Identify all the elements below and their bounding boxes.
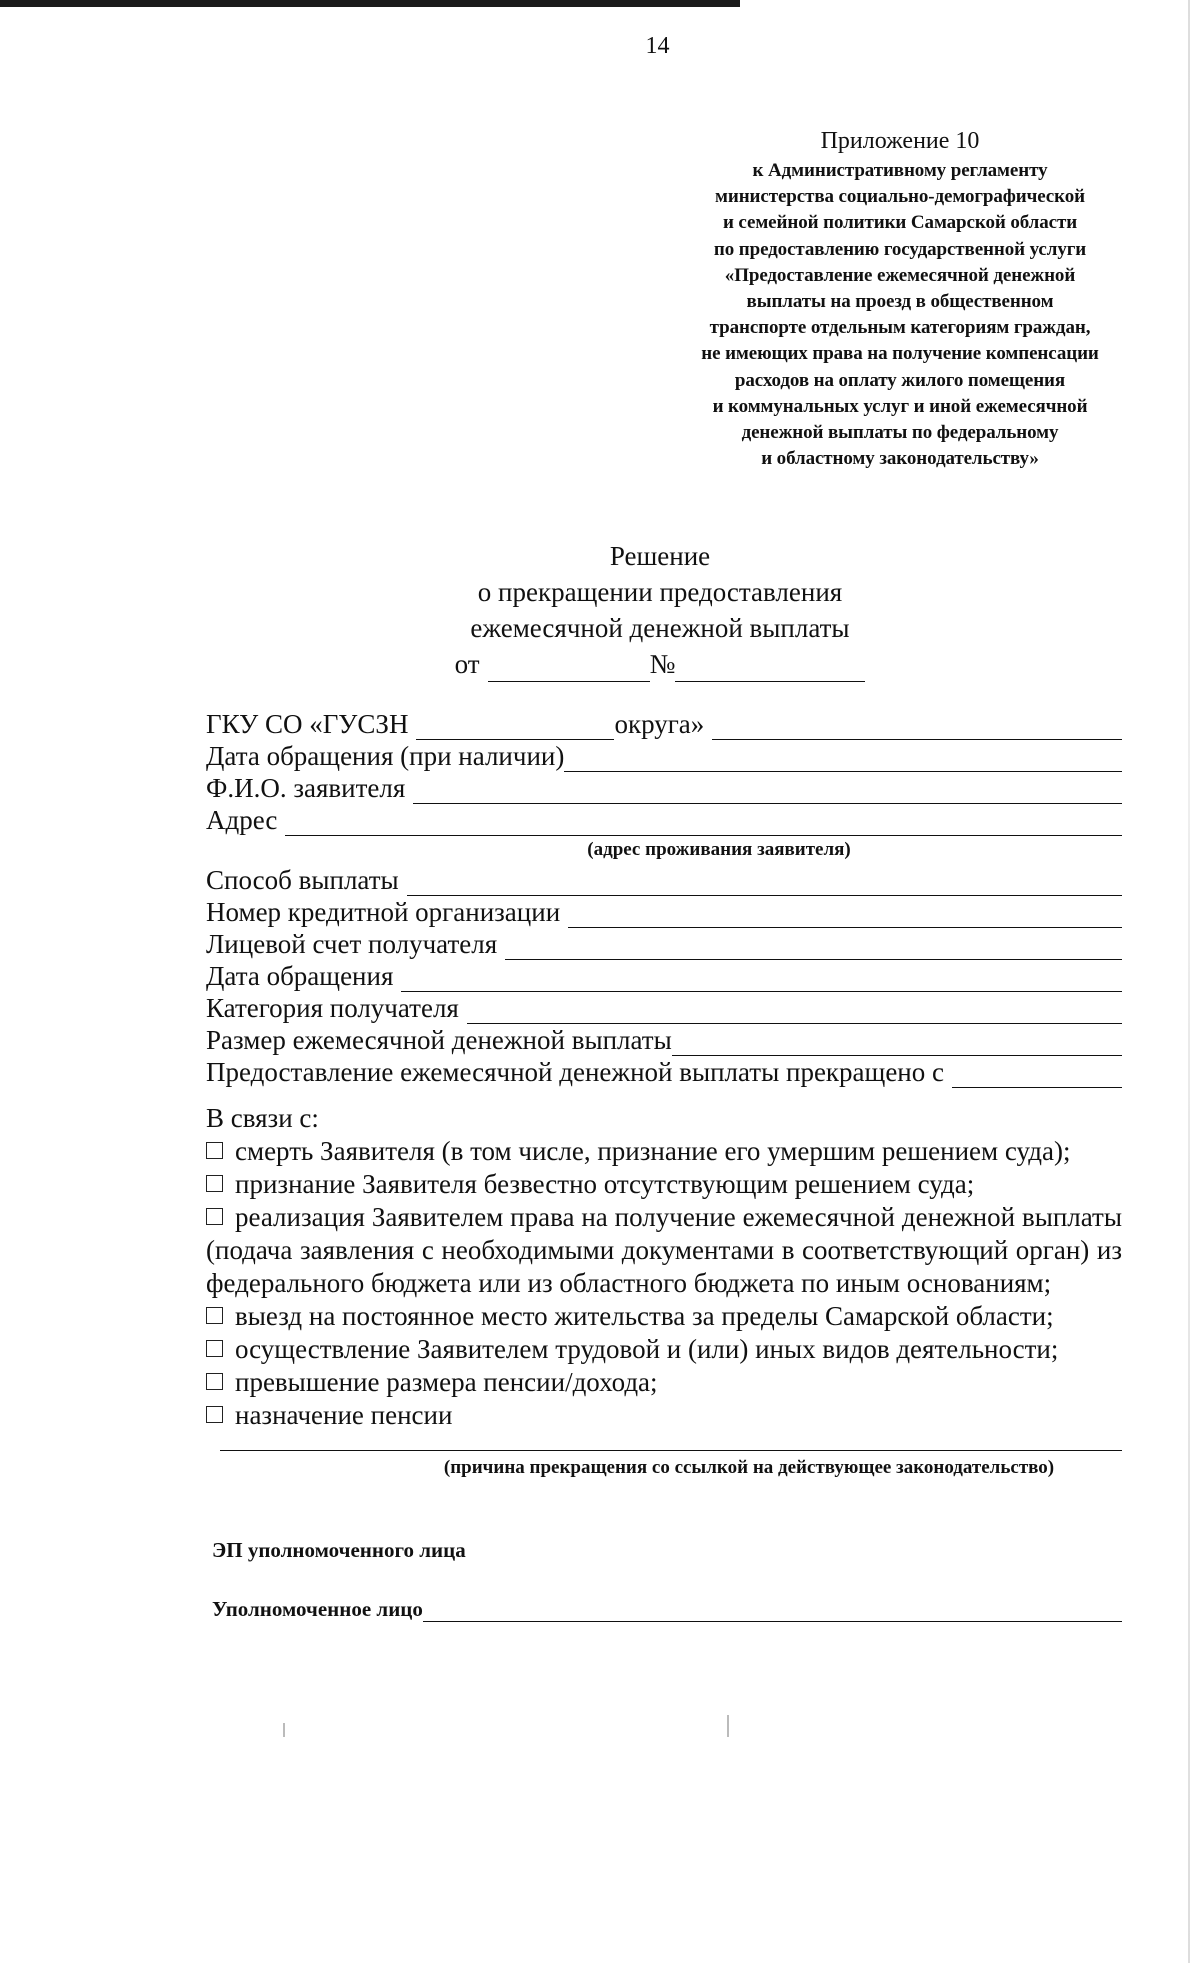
personal-account-field[interactable] xyxy=(505,935,1122,960)
request-date-field[interactable] xyxy=(401,967,1122,992)
decision-form xyxy=(206,708,1122,1088)
from-label: от xyxy=(454,649,480,679)
request-date-label: Дата обращения xyxy=(206,961,394,991)
credit-org-label: Номер кредитной организации xyxy=(206,897,561,927)
reason-text: назначение пенсии xyxy=(235,1400,453,1430)
appendix-line: министерства социально-демографической xyxy=(715,186,1085,208)
form-row-payment-amount xyxy=(206,1024,1122,1056)
appendix-line: «Предоставление ежемесячной денежной xyxy=(724,264,1076,286)
appendix-line: расходов на оплату жилого помещения xyxy=(734,369,1066,391)
address-field[interactable] xyxy=(285,811,1122,836)
payment-method-label: Способ выплаты xyxy=(206,865,399,895)
payment-amount-field[interactable] xyxy=(672,1031,1122,1056)
form-row-address xyxy=(206,804,1122,836)
termination-reason-caption: (причина прекращения со ссылкой на действующее законодательство) xyxy=(443,1457,1055,1478)
reason-checkbox[interactable] xyxy=(206,1208,223,1225)
decision-subtitle: о прекращении предоставления xyxy=(477,577,843,607)
office-suffix-label: округа» xyxy=(614,709,705,739)
form-row-applicant-name xyxy=(206,772,1122,804)
appendix-header xyxy=(640,128,1160,472)
office-extra-field[interactable] xyxy=(712,715,1122,740)
signature-block xyxy=(212,1538,1122,1622)
authorized-person-row xyxy=(212,1597,1122,1622)
appendix-line: транспорте отдельным категориям граждан, xyxy=(709,317,1091,339)
appendix-line: по предоставлению государственной услуги xyxy=(713,238,1087,260)
applicant-name-label: Ф.И.О. заявителя xyxy=(206,773,406,803)
form-row-request-date xyxy=(206,960,1122,992)
reason-text: осуществление Заявителем трудовой и (или) иных видов деятельности; xyxy=(235,1334,1059,1364)
decision-date-number-line xyxy=(400,646,920,682)
reason-text: признание Заявителя безвестно отсутствующим решением суда; xyxy=(235,1169,975,1199)
form-row-terminated-from xyxy=(206,1056,1122,1088)
reason-text: выезд на постоянное место жительства за пределы Самарской области; xyxy=(235,1301,1054,1331)
reasons-intro: В связи с: xyxy=(206,1103,319,1133)
decision-number-field[interactable] xyxy=(675,655,865,682)
appendix-line: и коммунальных услуг и иной ежемесячной xyxy=(712,395,1088,417)
reason-item xyxy=(206,1399,1122,1432)
office-district-field[interactable] xyxy=(416,715,614,740)
reasons-section xyxy=(206,1102,1122,1479)
decision-title: Решение xyxy=(609,541,711,571)
office-prefix-label: ГКУ СО «ГУСЗН xyxy=(206,709,409,739)
reason-checkbox[interactable] xyxy=(206,1175,223,1192)
reason-text: превышение размера пенсии/дохода; xyxy=(235,1367,658,1397)
form-row-payment-method xyxy=(206,864,1122,896)
form-row-personal-account xyxy=(206,928,1122,960)
request-date-optional-field[interactable] xyxy=(564,747,1122,772)
appendix-line: денежной выплаты по федеральному xyxy=(741,422,1059,444)
appendix-line: выплаты на проезд в общественном xyxy=(746,291,1054,313)
appendix-line: к Административному регламенту xyxy=(752,160,1048,181)
personal-account-label: Лицевой счет получателя xyxy=(206,929,498,959)
form-row-office xyxy=(206,708,1122,740)
payment-amount-label: Размер ежемесячной денежной выплаты xyxy=(206,1025,672,1055)
request-date-optional-label: Дата обращения (при наличии) xyxy=(206,741,565,771)
decision-subtitle: ежемесячной денежной выплаты xyxy=(470,613,850,643)
reason-text: реализация Заявителем права на получение ежемесячной денежной выплаты (подача заявления с необходимыми документами в соответствующий орган) из федерального бюджета или из областного бюджета по иным основаниям; xyxy=(206,1202,1122,1298)
decision-title-block xyxy=(400,538,920,682)
authorized-person-label: Уполномоченное лицо xyxy=(212,1597,423,1621)
form-row-recipient-category xyxy=(206,992,1122,1024)
form-row-credit-org xyxy=(206,896,1122,928)
reason-item xyxy=(206,1366,1122,1399)
reason-item xyxy=(206,1333,1122,1366)
number-label: № xyxy=(649,649,676,679)
address-label: Адрес xyxy=(206,805,278,835)
scan-edge xyxy=(1188,0,1190,1963)
reason-checkbox[interactable] xyxy=(206,1307,223,1324)
recipient-category-field[interactable] xyxy=(467,999,1122,1024)
reason-item xyxy=(206,1201,1122,1300)
reason-checkbox[interactable] xyxy=(206,1142,223,1159)
reason-item xyxy=(206,1168,1122,1201)
decision-date-field[interactable] xyxy=(488,655,650,682)
form-row-request-date-optional xyxy=(206,740,1122,772)
authorized-person-field[interactable] xyxy=(423,1601,1122,1622)
recipient-category-label: Категория получателя xyxy=(206,993,459,1023)
appendix-line: не имеющих права на получение компенсации xyxy=(701,343,1099,365)
reason-item xyxy=(206,1300,1122,1333)
scan-artifact xyxy=(283,1723,285,1737)
appendix-line: и областному законодательству» xyxy=(761,448,1039,470)
reason-checkbox[interactable] xyxy=(206,1373,223,1390)
address-hint: (адрес проживания заявителя) xyxy=(587,839,851,860)
reason-text: смерть Заявителя (в том числе, признание его умершим решением суда); xyxy=(235,1136,1071,1166)
credit-org-field[interactable] xyxy=(568,903,1122,928)
scan-border xyxy=(0,0,740,7)
ep-label: ЭП уполномоченного лица xyxy=(212,1538,466,1562)
payment-method-field[interactable] xyxy=(407,871,1122,896)
page-number: 14 xyxy=(645,33,670,59)
reason-checkbox[interactable] xyxy=(206,1340,223,1357)
terminated-from-label: Предоставление ежемесячной денежной выплаты прекращено с xyxy=(206,1057,944,1087)
reason-checkbox[interactable] xyxy=(206,1406,223,1423)
appendix-line: и семейной политики Самарской области xyxy=(722,212,1078,234)
reason-item xyxy=(206,1135,1122,1168)
applicant-name-field[interactable] xyxy=(413,779,1122,804)
terminated-from-field[interactable] xyxy=(952,1063,1122,1088)
termination-reason-field[interactable] xyxy=(220,1432,1122,1451)
scan-artifact xyxy=(727,1715,729,1737)
appendix-title: Приложение 10 xyxy=(820,128,980,154)
